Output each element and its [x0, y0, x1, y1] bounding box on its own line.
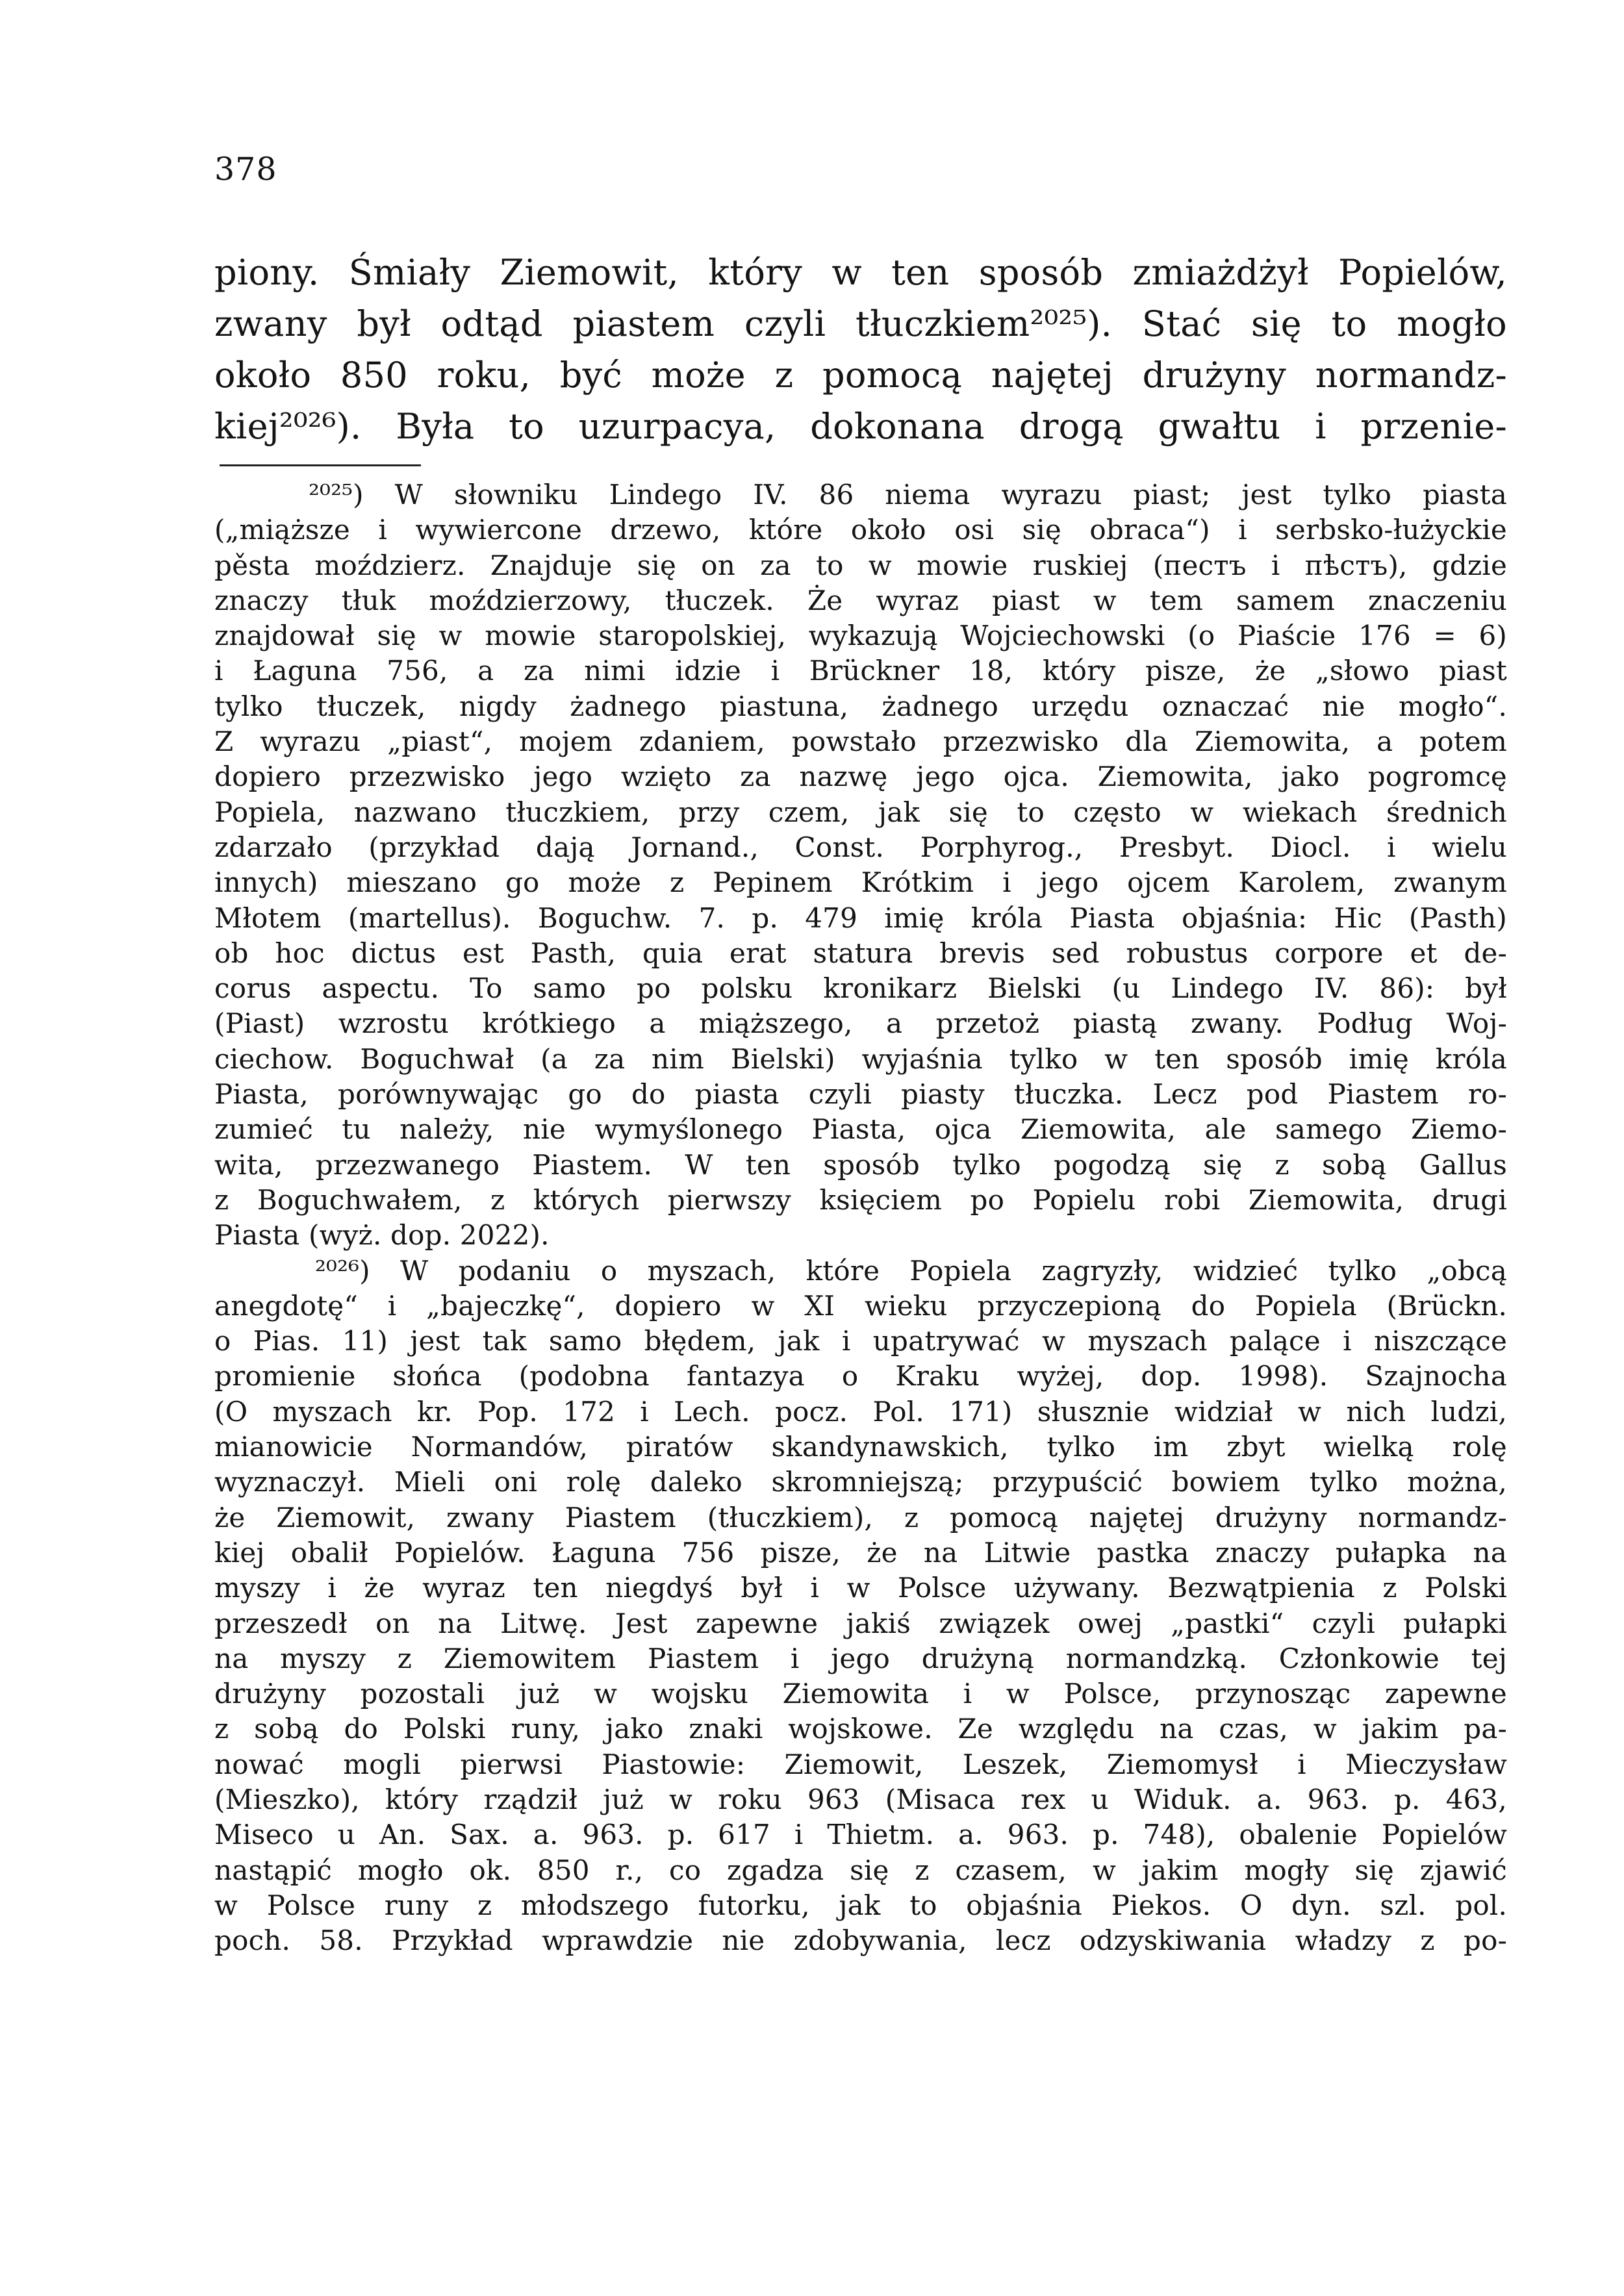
footnote-line: tylko tłuczek, nigdy żadnego piastuna, żadnego urzędu oznaczać nie mogło“. [214, 690, 1507, 722]
footnote-line: ²⁰²⁵) W słowniku Lindego IV. 86 niema wyrazu piast; jest tylko piasta [309, 479, 1507, 511]
footnote-line: ²⁰²⁶) W podaniu o myszach, które Popiela zagryzły, widzieć tylko „obcą [315, 1254, 1507, 1287]
footnote-line: innych) mieszano go może z Pepinem Krótkim i jego ojcem Karolem, zwanym [214, 866, 1507, 899]
footnote-line: kiej obalił Popielów. Łaguna 756 pisze, że na Litwie pastka znaczy pułapka na [214, 1536, 1507, 1569]
main-text-line: kiej²⁰²⁶). Była to uzurpacya, dokonana drogą gwałtu i przenie- [214, 406, 1507, 447]
main-text-line: piony. Śmiały Ziemowit, który w ten sposób zmiażdżył Popielów, [214, 252, 1507, 293]
footnote-line: mianowicie Normandów, piratów skandynawskich, tylko im zbyt wielką rolę [214, 1431, 1507, 1463]
footnote-line: corus aspectu. To samo po polsku kronikarz Bielski (u Lindego IV. 86): był [214, 972, 1507, 1005]
footnote-line: (Mieszko), który rządził już w roku 963 (Misaca rex u Widuk. a. 963. p. 463, [214, 1783, 1507, 1815]
footnote-line: myszy i że wyraz ten niegdyś był i w Polsce używany. Bezwątpienia z Polski [214, 1572, 1507, 1604]
footnote-line: Popiela, nazwano tłuczkiem, przy czem, jak się to często w wiekach średnich [214, 796, 1507, 828]
footnote-line: zumieć tu należy, nie wymyślonego Piasta, ojca Ziemowita, ale samego Ziemo- [214, 1113, 1507, 1146]
main-text-line: około 850 roku, być może z pomocą najętej drużyny normandz- [214, 355, 1507, 396]
footnote-line: wita, przezwanego Piastem. W ten sposób tylko pogodzą się z sobą Gallus [214, 1148, 1507, 1181]
footnote-line: znaczy tłuk moździerzowy, tłuczek. Że wyraz piast w tem samem znaczeniu [214, 584, 1507, 616]
footnote-line: (Piast) wzrostu krótkiego a miąższego, a przetoż piastą zwany. Podług Woj- [214, 1007, 1507, 1040]
footnote-line: i Łaguna 756, a za nimi idzie i Brückner 18, który pisze, że „słowo piast [214, 655, 1507, 687]
footnote-line: znajdował się w mowie staropolskiej, wykazują Wojciechowski (o Piaście 176 = 6) [214, 620, 1507, 652]
footnote-line: Z wyrazu „piast“, mojem zdaniem, powstało przezwisko dla Ziemowita, a potem [214, 725, 1507, 758]
footnote-line: poch. 58. Przykład wprawdzie nie zdobywania, lecz odzyskiwania władzy z po- [214, 1924, 1507, 1957]
footnote-line: ciechow. Boguchwał (a za nim Bielski) wyjaśnia tylko w ten sposób imię króla [214, 1042, 1507, 1075]
footnote-line: nować mogli pierwsi Piastowie: Ziemowit, Leszek, Ziemomysł i Mieczysław [214, 1748, 1507, 1780]
footnote-line: Piasta, porównywając go do piasta czyli piasty tłuczka. Lecz pod Piastem ro- [214, 1078, 1507, 1111]
footnote-separator-rule [220, 464, 421, 466]
main-text-line: zwany był odtąd piastem czyli tłuczkiem²⁰²⁵). Stać się to mogło [214, 303, 1507, 344]
footnote-line: („miąższe i wywiercone drzewo, które około osi się obraca“) i serbsko-łużyckie [214, 514, 1507, 546]
main-text [214, 247, 1507, 452]
footnote-line: pěsta moździerz. Znajduje się on za to w mowie ruskiej (пестъ i пѣстъ), gdzie [214, 549, 1507, 581]
book-page [214, 0, 1507, 2296]
footnote-line: że Ziemowit, zwany Piastem (tłuczkiem), z pomocą najętej drużyny normandz- [214, 1501, 1507, 1533]
footnote-line: Miseco u An. Sax. a. 963. p. 617 i Thietm. a. 963. p. 748), obalenie Popielów [214, 1819, 1507, 1851]
footnote-line: Młotem (martellus). Boguchw. 7. p. 479 imię króla Piasta objaśnia: Hic (Pasth) [214, 902, 1507, 934]
footnote-line: ob hoc dictus est Pasth, quia erat statura brevis sed robustus corpore et de- [214, 937, 1507, 969]
footnote-line: drużyny pozostali już w wojsku Ziemowita i w Polsce, przynosząc zapewne [214, 1678, 1507, 1710]
footnote-line: na myszy z Ziemowitem Piastem i jego drużyną normandzką. Członkowie tej [214, 1642, 1507, 1674]
footnote-line: o Pias. 11) jest tak samo błędem, jak i upatrywać w myszach palące i niszczące [214, 1325, 1507, 1357]
footnote-line: przeszedł on na Litwę. Jest zapewne jakiś związek owej „pastki“ czyli pułapki [214, 1607, 1507, 1639]
footnote-line: zdarzało (przykład dają Jornand., Const. Porphyrog., Presbyt. Diocl. i wielu [214, 831, 1507, 863]
footnote-line: anegdotę“ i „bajeczkę“, dopiero w XI wieku przyczepioną do Popiela (Brückn. [214, 1289, 1507, 1322]
footnote-line: promienie słońca (podobna fantazya o Kraku wyżej, dop. 1998). Szajnocha [214, 1360, 1507, 1393]
footnote-line: Piasta (wyż. dop. 2022). [214, 1219, 550, 1252]
footnote-line: z Boguchwałem, z których pierwszy księciem po Popielu robi Ziemowita, drugi [214, 1183, 1507, 1216]
footnotes [214, 477, 1507, 1958]
footnote-line: nastąpić mogło ok. 850 r., co zgadza się z czasem, w jakim mogły się zjawić [214, 1854, 1507, 1886]
footnote-line: wyznaczył. Mieli oni rolę daleko skromniejszą; przypuścić bowiem tylko można, [214, 1466, 1507, 1498]
footnote-line: (O myszach kr. Pop. 172 i Lech. pocz. Pol. 171) słusznie widział w nich ludzi, [214, 1395, 1507, 1428]
footnote-line: z sobą do Polski runy, jako znaki wojskowe. Ze względu na czas, w jakim pa- [214, 1713, 1507, 1745]
page-number: 378 [214, 151, 277, 188]
footnote-line: dopiero przezwisko jego wzięto za nazwę jego ojca. Ziemowita, jako pogromcę [214, 761, 1507, 793]
footnote-line: w Polsce runy z młodszego futorku, jak to objaśnia Piekos. O dyn. szl. pol. [214, 1889, 1507, 1921]
